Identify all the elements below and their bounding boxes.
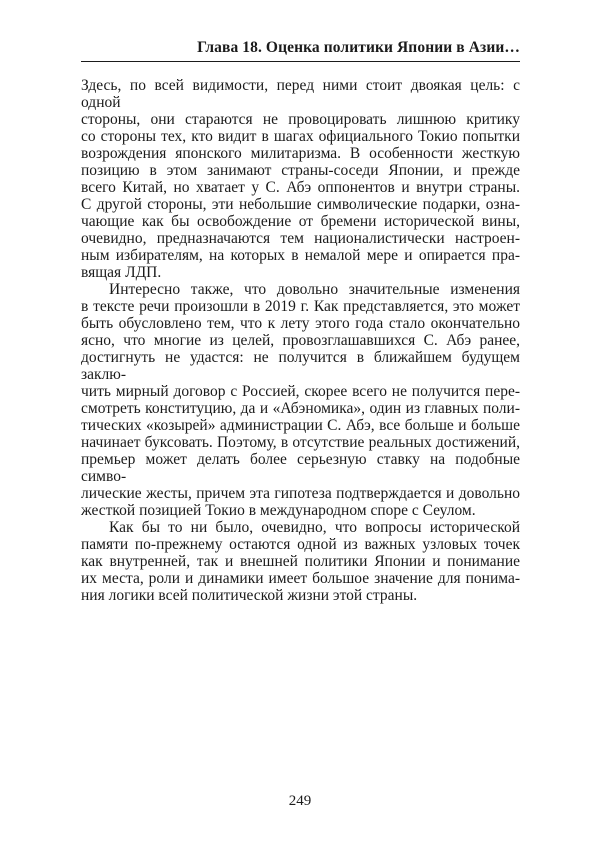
text-line: С другой стороны, эти небольшие символические подарки, озна-: [81, 196, 520, 213]
paragraph: [81, 281, 520, 519]
body-text-block: [81, 77, 520, 604]
text-line: как внутренней, так и внешней политики Японии и понимание: [81, 553, 520, 570]
text-column: [81, 0, 520, 604]
text-line: начинает буксовать. Поэтому, в отсутствие реальных достижений,: [81, 434, 520, 451]
text-line: Интересно также, что довольно значительные изменения: [109, 281, 520, 298]
text-line: в тексте речи произошли в 2019 г. Как представляется, это может: [81, 298, 520, 315]
text-line: ния логики всей политической жизни этой страны.: [81, 587, 418, 604]
text-line: достигнуть не удастся: не получится в ближайшем будущем заклю-: [81, 349, 520, 383]
paragraph: [81, 519, 520, 604]
page-number: 249: [288, 793, 312, 809]
paragraph: [81, 77, 520, 281]
text-line: жесткой позицией Токио в международном споре с Сеулом.: [81, 502, 476, 519]
text-line: ным избирателям, на которых в немалой мере и опирается пра-: [81, 247, 520, 264]
text-line: Как бы то ни было, очевидно, что вопросы исторической: [109, 519, 520, 536]
text-line: очевидно, предназначаются тем националистически настроен-: [81, 230, 520, 247]
text-line: позицию в этом занимают страны-соседи Японии, и прежде: [81, 162, 520, 179]
text-line: памяти по-прежнему остаются одной из важных узловых точек: [81, 536, 520, 553]
text-line: стороны, они стараются не провоцировать лишнюю критику: [81, 111, 520, 128]
text-line: вящая ЛДП.: [81, 264, 162, 281]
text-line: возрождения японского милитаризма. В особенности жесткую: [81, 145, 520, 162]
text-line: чающие как бы освобождение от бремени исторической вины,: [81, 213, 520, 230]
text-line: смотреть конституцию, да и «Абэномика», один из главных поли-: [81, 400, 520, 417]
text-line: чить мирный договор с Россией, скорее всего не получится пере-: [81, 383, 520, 400]
text-line: всего Китай, но хватает у С. Абэ оппонентов и внутри страны.: [81, 179, 520, 196]
running-header: Глава 18. Оценка политики Японии в Азии…: [81, 0, 520, 62]
text-line: ясно, что многие из целей, провозглашавшихся С. Абэ ранее,: [81, 332, 520, 349]
text-line: их места, роли и динамики имеет большое значение для понима-: [81, 570, 520, 587]
text-line: быть обусловлено тем, что к лету этого года стало окончательно: [81, 315, 520, 332]
text-line: Здесь, по всей видимости, перед ними стоит двоякая цель: с одной: [81, 77, 520, 111]
text-line: тических «козырей» администрации С. Абэ, все больше и больше: [81, 417, 520, 434]
text-line: лические жесты, причем эта гипотеза подтверждается и довольно: [81, 485, 520, 502]
text-line: премьер может делать более серьезную ставку на подобные симво-: [81, 451, 520, 485]
text-line: со стороны тех, кто видит в шагах официального Токио попытки: [81, 128, 520, 145]
